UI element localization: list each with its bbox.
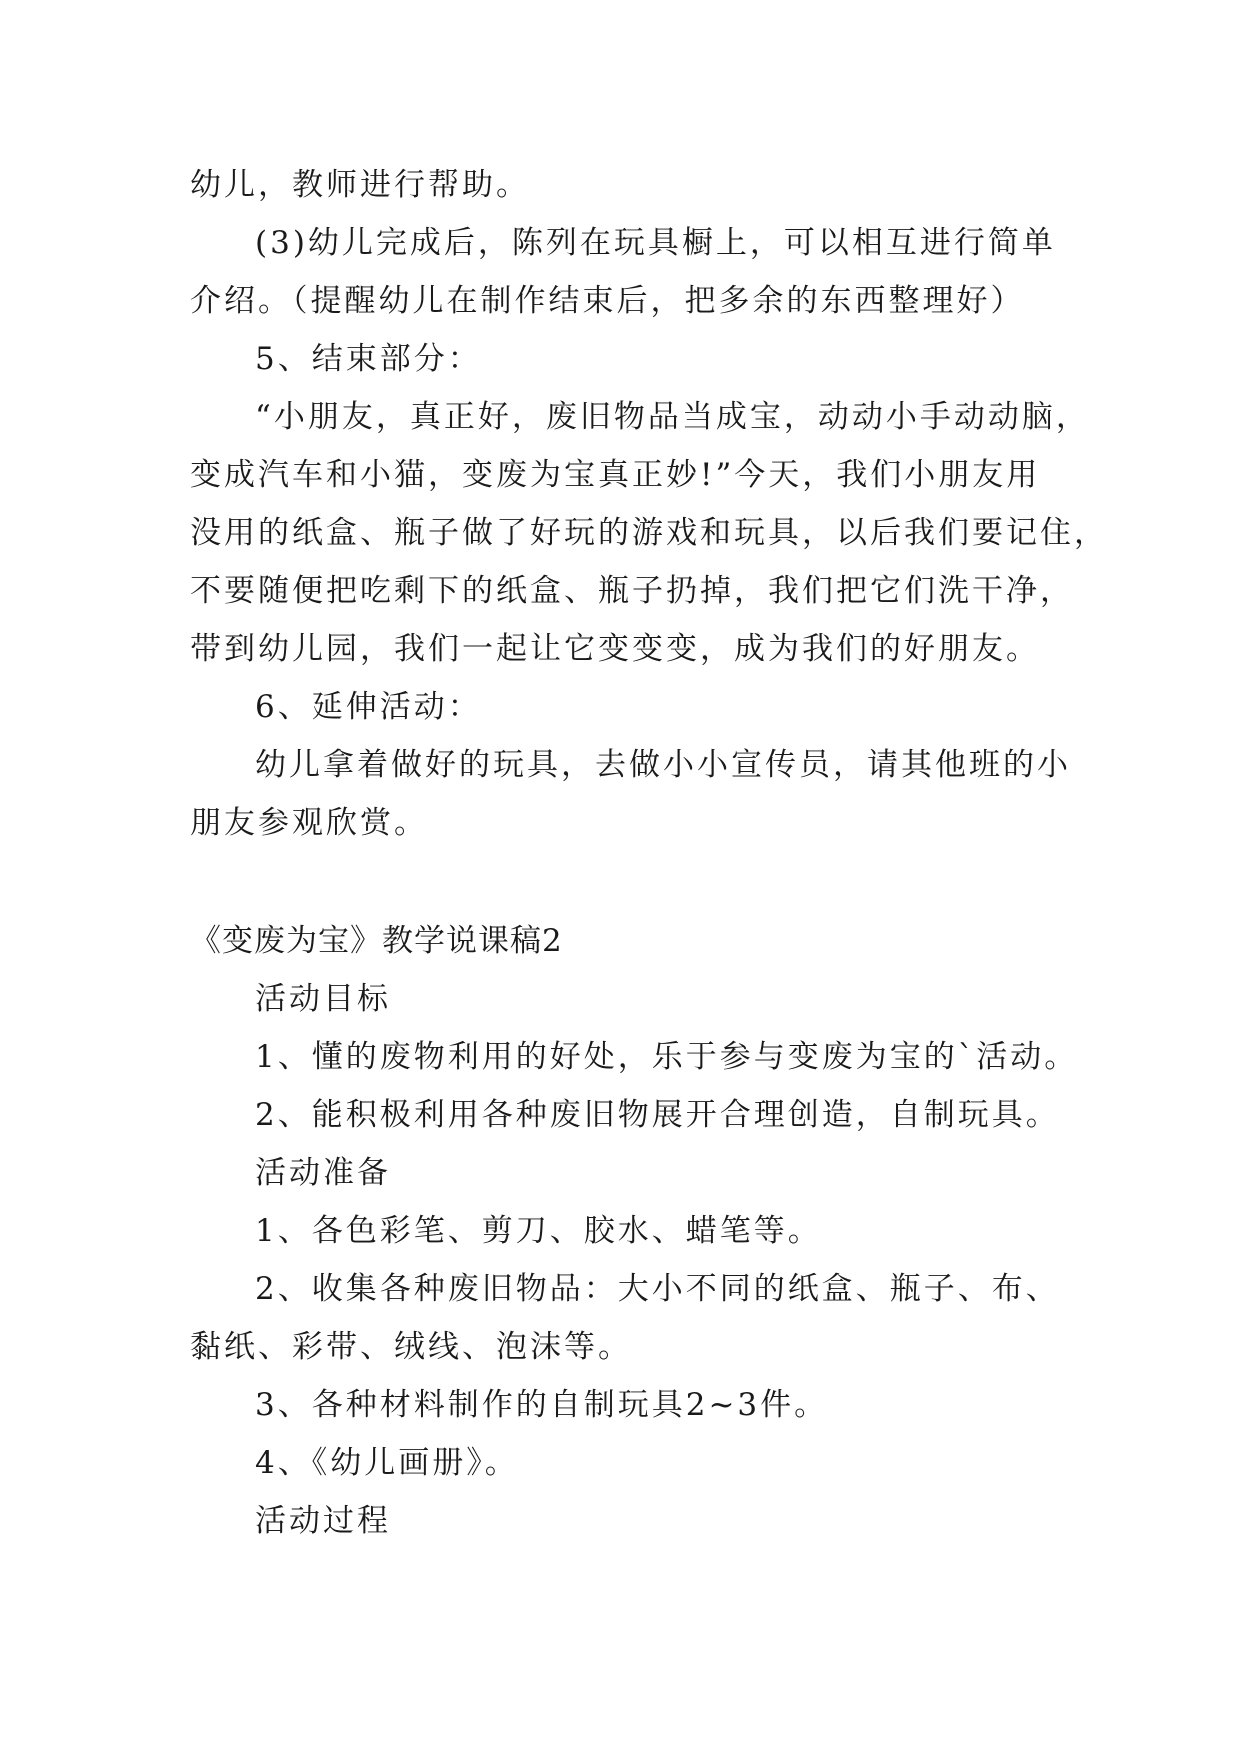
section-heading: 活动准备 bbox=[255, 1155, 391, 1191]
paragraph-line: 介绍。（提醒幼儿在制作结束后，把多余的东西整理好） bbox=[190, 283, 1025, 319]
list-item: 2、收集各种废旧物品：大小不同的纸盒、瓶子、布、 bbox=[255, 1271, 1060, 1307]
list-item: 4、《幼儿画册》。 bbox=[255, 1445, 519, 1481]
paragraph-line: 幼儿，教师进行帮助。 bbox=[190, 167, 530, 203]
list-item-continuation: 黏纸、彩带、绒线、泡沫等。 bbox=[190, 1329, 632, 1365]
paragraph-line: (3)幼儿完成后，陈列在玩具橱上，可以相互进行简单 bbox=[255, 225, 1056, 261]
step-heading: 6、延伸活动： bbox=[255, 689, 482, 725]
list-item: 2、能积极利用各种废旧物展开合理创造，自制玩具。 bbox=[255, 1097, 1060, 1133]
list-item: 1、懂的废物利用的好处，乐于参与变废为宝的`活动。 bbox=[255, 1039, 1079, 1075]
list-item: 1、各色彩笔、剪刀、胶水、蜡笔等。 bbox=[255, 1213, 822, 1249]
section-heading: 活动目标 bbox=[255, 981, 391, 1017]
paragraph-line: 幼儿拿着做好的玩具，去做小小宣传员，请其他班的小 bbox=[255, 747, 1071, 783]
paragraph-line: “小朋友，真正好，废旧物品当成宝，动动小手动动脑， bbox=[255, 399, 1090, 435]
paragraph-line: 没用的纸盒、瓶子做了好玩的游戏和玩具，以后我们要记住， bbox=[190, 515, 1108, 551]
section-heading: 活动过程 bbox=[255, 1503, 391, 1539]
section-title: 《变废为宝》教学说课稿2 bbox=[190, 923, 563, 959]
list-item: 3、各种材料制作的自制玩具2~3件。 bbox=[255, 1387, 829, 1423]
step-heading: 5、结束部分： bbox=[255, 341, 482, 377]
paragraph-line: 带到幼儿园，我们一起让它变变变，成为我们的好朋友。 bbox=[190, 631, 1040, 667]
paragraph-line: 朋友参观欣赏。 bbox=[190, 805, 428, 841]
paragraph-line: 不要随便把吃剩下的纸盒、瓶子扔掉，我们把它们洗干净， bbox=[190, 573, 1074, 609]
paragraph-line: 变成汽车和小猫，变废为宝真正妙!”今天，我们小朋友用 bbox=[190, 457, 1041, 493]
